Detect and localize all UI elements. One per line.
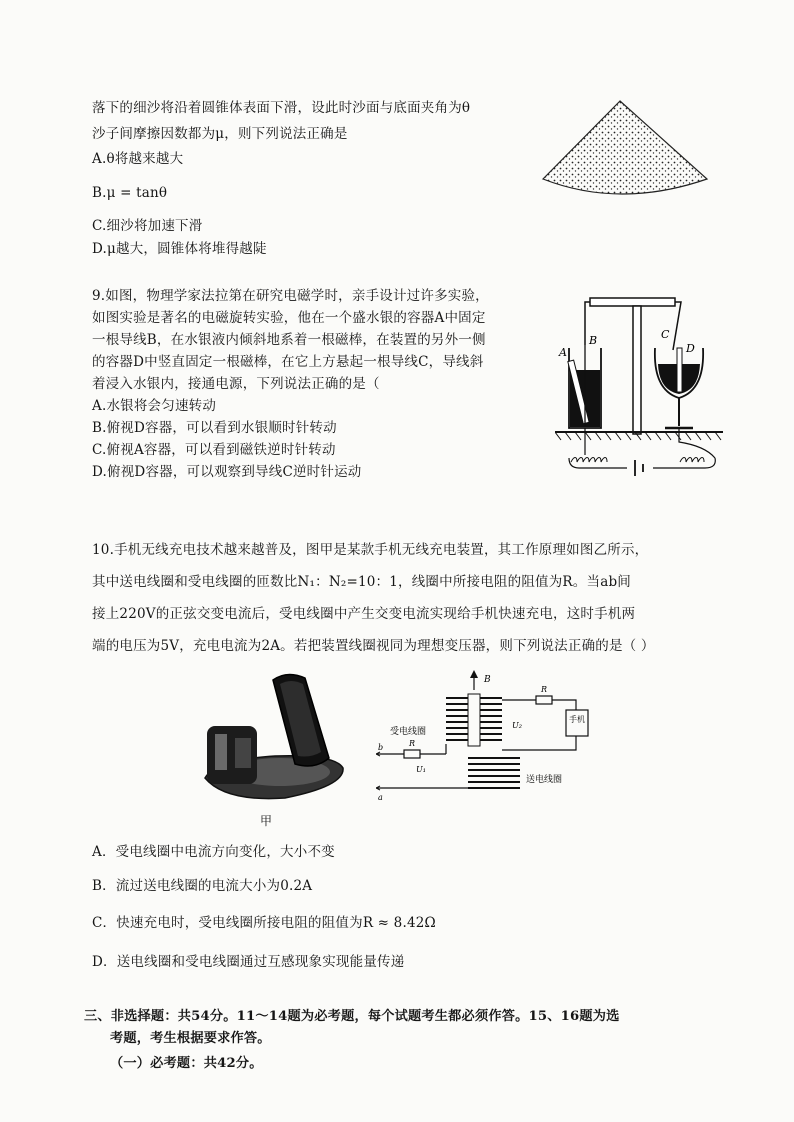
section3-line-2: 考题，考生根据要求作答。	[110, 1031, 271, 1046]
q8-option-a: A.θ将越来越大	[92, 151, 184, 167]
receive-coil-label: 受电线圈	[390, 727, 427, 737]
q8-option-d: D.μ越大，圆锥体将堆得越陡	[92, 241, 267, 257]
send-coil-label: 送电线圈	[526, 775, 563, 785]
q10-option-a: A．受电线圈中电流方向变化，大小不变	[92, 844, 335, 860]
u1-label: U₁	[416, 765, 426, 774]
q10-line-4: 端的电压为5V，充电电流为2A。若把装置线圈视同为理想变压器，则下列说法正确的是（ ）	[92, 638, 655, 654]
q9-line-1: 9.如图，物理学家法拉第在研究电磁学时，亲手设计过许多实验，	[92, 288, 489, 304]
section3-line-1: 三、非选择题：共54分。11～14题为必考题，每个试题考生都必须作答。15、16题为选	[84, 1009, 620, 1024]
q10-line-2: 其中送电线圈和受电线圈的匝数比N₁：N₂=10：1，线圈中所接电阻的阻值为R。当ab间	[92, 574, 631, 590]
resistor-r-left-label: R	[409, 739, 416, 748]
resistor-r-right-label: R	[541, 685, 548, 694]
section3-line-3: （一）必考题：共42分。	[110, 1056, 263, 1071]
q9-option-b: B.俯视D容器，可以看到水银顺时针转动	[92, 420, 337, 436]
phone-label: 手机	[569, 715, 585, 724]
wireless-charging-circuit	[376, 670, 616, 810]
q9-line-2: 如图实验是著名的电磁旋转实验，他在一个盛水银的容器A中固定	[92, 310, 486, 326]
terminal-b-label: b	[378, 743, 384, 752]
q8-option-c: C.细沙将加速下滑	[92, 218, 203, 234]
label-a: A	[559, 346, 567, 359]
q9-option-a: A.水银将会匀速转动	[92, 398, 217, 414]
q9-line-4: 的容器D中竖直固定一根磁棒，在它上方悬起一根导线C，导线斜	[92, 354, 484, 370]
q9-line-5: 着浸入水银内，接通电源，下列说法正确的是（	[92, 376, 380, 392]
q8-option-b: B.μ = tanθ	[92, 185, 168, 201]
label-c: C	[661, 328, 670, 341]
q8-line-1: 落下的细沙将沿着圆锥体表面下滑，设此时沙面与底面夹角为θ	[92, 100, 471, 116]
q10-option-b: B．流过送电线圈的电流大小为0.2A	[92, 878, 313, 894]
sand-cone-figure	[535, 95, 715, 210]
q9-option-d: D.俯视D容器，可以观察到导线C逆时针运动	[92, 464, 362, 480]
q10-line-3: 接上220V的正弦交变电流后，受电线圈中产生交变电流实现给手机快速充电，这时手机两	[92, 606, 636, 622]
terminal-a-label: a	[378, 793, 383, 802]
q9-option-c: C.俯视A容器，可以看到磁铁逆时针转动	[92, 442, 336, 458]
q10-option-c: C．快速充电时，受电线圈所接电阻的阻值为R ≈ 8.42Ω	[92, 915, 436, 931]
b-field-label: B	[484, 675, 491, 685]
wireless-charger-photo	[195, 668, 355, 808]
u2-label: U₂	[512, 721, 522, 730]
q8-line-2: 沙子间摩擦因数都为μ，则下列说法正确是	[92, 126, 348, 142]
q10-line-1: 10.手机无线充电技术越来越普及，图甲是某款手机无线充电装置，其工作原理如图乙所示，	[92, 542, 649, 558]
label-d: D	[686, 342, 695, 355]
q9-line-3: 一根导线B，在水银液内倾斜地系着一根磁棒，在装置的另外一侧	[92, 332, 486, 348]
label-b: B	[589, 334, 598, 347]
q10-option-d: D．送电线圈和受电线圈通过互感现象实现能量传递	[92, 954, 405, 970]
faraday-rotation-figure	[555, 290, 730, 490]
figure-jia-caption: 甲	[260, 814, 273, 828]
